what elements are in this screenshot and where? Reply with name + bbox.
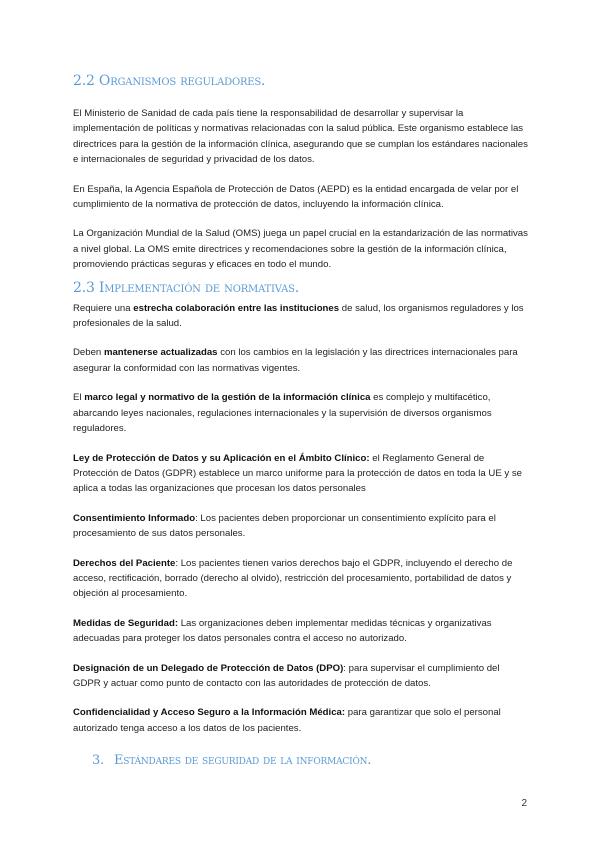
- paragraph-ley-proteccion: Ley de Protección de Datos y su Aplicación en el Ámbito Clínico: el Reglamento General de Protección de Datos (GDPR) establece un marco uniforme para la protección de datos en toda la UE y se aplica a todas las organizaciones que procesan los datos personales: [73, 452, 523, 495]
- bold-term: Confidencialidad y Acceso Seguro a la Información Médica:: [73, 707, 346, 719]
- paragraph-aepd: En España, la Agencia Española de Protección de Datos (AEPD) es la entidad encargada de velar por el cumplimiento de la normativa de protección de datos, incluyendo la información clínica.: [73, 183, 519, 211]
- section-heading-implementacion: 2.3 Implementación de normativas.: [73, 279, 300, 296]
- paragraph-confidencialidad: Confidencialidad y Acceso Seguro a la Información Médica: para garantizar que solo el personal autorizado tenga acceso a los datos de los pacientes.: [73, 707, 501, 734]
- paragraph-marco-legal: El marco legal y normativo de la gestión de la información clínica es complejo y multifacético, abarcando leyes nacionales, regulaciones internacionales y la supervisión de diversos organismos reguladores.: [73, 392, 492, 435]
- bold-phrase: mantenerse actualizadas: [103, 347, 218, 359]
- paragraph-dpo: Designación de un Delegado de Protección de Datos (DPO): para supervisar el cumplimiento del GDPR y actuar como punto de contacto con las autoridades de protección de datos.: [73, 662, 500, 689]
- page-number: 2: [521, 798, 527, 809]
- bold-term: Derechos del Paciente: [73, 557, 176, 569]
- section-heading-organismos: 2.2 Organismos reguladores.: [73, 73, 266, 89]
- paragraph-ministerio: El Ministerio de Sanidad de cada país tiene la responsabilidad de desarrollar y supervisar la implementación de políticas y normativas relacionadas con la salud pública. Este organismo establece las directrices para la gestión de la información clínica, asegurando que se cumplan los estándares nacionales e internacionales de seguridad y privacidad de los datos.: [73, 108, 528, 166]
- paragraph-oms: La Organización Mundial de la Salud (OMS) juega un papel crucial en la estandarización de las normativas a nivel global. La OMS emite directrices y recomendaciones sobre la gestión de la información clínica, promoviendo prácticas seguras y eficaces en todo el mundo.: [73, 228, 528, 271]
- chapter-title: Estándares de seguridad de la información.: [114, 753, 372, 768]
- bold-term: Medidas de Seguridad:: [73, 617, 179, 629]
- bold-phrase: estrecha colaboración entre las instituciones: [133, 302, 340, 314]
- chapter-number: 3.: [92, 753, 105, 768]
- chapter-heading: [92, 752, 371, 770]
- page-content: [73, 72, 529, 750]
- bold-term: Ley de Protección de Datos y su Aplicación en el Ámbito Clínico:: [73, 452, 370, 464]
- bold-phrase: marco legal y normativo de la gestión de la información clínica: [84, 392, 371, 404]
- bold-term: Designación de un Delegado de Protección de Datos (DPO): [73, 662, 344, 674]
- paragraph-actualizadas: Deben mantenerse actualizadas con los cambios en la legislación y las directrices internacionales para asegurar la conformidad con las normativas vigentes.: [73, 347, 518, 374]
- paragraph-medidas: Medidas de Seguridad: Las organizaciones deben implementar medidas técnicas y organizativas adecuadas para proteger los datos personales contra el acceso no autorizado.: [73, 617, 492, 645]
- paragraph-consentimiento: Consentimiento Informado: Los pacientes deben proporcionar un consentimiento explícito para el procesamiento de sus datos personales.: [73, 512, 496, 540]
- paragraph-colaboracion: Requiere una estrecha colaboración entre las instituciones de salud, los organismos reguladores y los profesionales de la salud.: [73, 302, 524, 330]
- paragraph-derechos: Derechos del Paciente: Los pacientes tienen varios derechos bajo el GDPR, incluyendo el derecho de acceso, rectificación, borrado (derecho al olvido), restricción del procesamiento, portabilidad de datos y objeción al procesamiento.: [73, 557, 513, 600]
- bold-term: Consentimiento Informado: [73, 512, 196, 524]
